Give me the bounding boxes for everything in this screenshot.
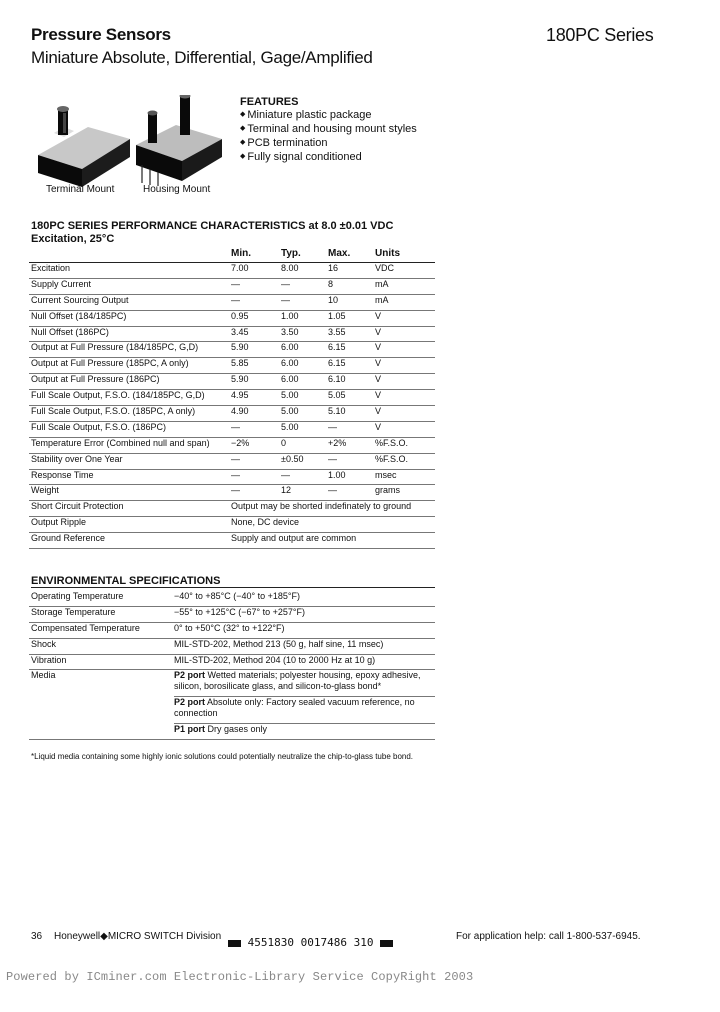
features-title: FEATURES: [240, 96, 299, 108]
table-cell: —: [281, 294, 290, 305]
table-cell: grams: [375, 485, 401, 496]
barcode-block-icon: [228, 940, 241, 947]
table-cell: 3.55: [328, 326, 346, 337]
table-cell: 5.90: [231, 342, 249, 353]
table-cell: 5.05: [328, 390, 346, 401]
barcode-number: [228, 936, 393, 949]
table-cell: —: [281, 469, 290, 480]
table-cell: —: [328, 453, 337, 464]
table-cell: 6.15: [328, 358, 346, 369]
media-text: Wetted materials; polyester housing, epoxy adhesive, silicon, borosilicate glass, and silicon-to-glass bond*: [174, 670, 421, 692]
media-port: P2 port: [174, 697, 206, 708]
page-subtitle: Miniature Absolute, Differential, Gage/Amplified: [31, 48, 373, 67]
table-cell: V: [375, 358, 382, 369]
table-row: [29, 606, 435, 622]
table-row: [29, 263, 435, 279]
table-row: [29, 406, 435, 422]
application-help: For application help: call 1-800-537-6945.: [456, 931, 641, 942]
table-row: [29, 654, 435, 670]
feature-item: ◆ PCB termination: [240, 137, 440, 151]
table-cell: Full Scale Output, F.S.O. (184/185PC, G,D): [31, 390, 205, 401]
table-row: [29, 358, 435, 374]
table-cell: −40° to +85°C (−40° to +185°F): [174, 591, 300, 601]
table-row: [29, 278, 435, 294]
table-cell: Output at Full Pressure (186PC): [31, 374, 160, 385]
table-cell: 6.00: [281, 342, 299, 353]
performance-table: [29, 248, 435, 549]
table-cell: 4.90: [231, 406, 249, 417]
table-cell: Ground Reference: [31, 533, 106, 544]
media-text: Dry gases only: [207, 724, 268, 735]
table-cell: 1.00: [281, 310, 299, 321]
table-cell: 5.00: [281, 421, 299, 432]
table-row: [29, 390, 435, 406]
media-item: [174, 670, 435, 696]
table-cell: 7.00: [231, 263, 249, 273]
table-cell: —: [231, 469, 240, 480]
table-cell: Vibration: [31, 654, 67, 665]
table-cell: Compensated Temperature: [31, 622, 140, 633]
media-port: P1 port: [174, 724, 206, 735]
table-cell: —: [231, 453, 240, 464]
features-section: [240, 96, 440, 165]
feature-item: ◆ Terminal and housing mount styles: [240, 123, 440, 137]
table-cell: 6.00: [281, 374, 299, 385]
table-cell: Short Circuit Protection: [31, 501, 124, 512]
table-cell: V: [375, 310, 382, 321]
table-row: [29, 437, 435, 453]
table-cell: 0.95: [231, 310, 249, 321]
table-cell: None, DC device: [231, 517, 300, 528]
table-cell: 8.00: [281, 263, 299, 273]
table-cell: 5.10: [328, 406, 346, 417]
terminal-mount-caption: Terminal Mount: [46, 184, 115, 195]
housing-mount-caption: Housing Mount: [143, 184, 211, 195]
performance-title: 180PC SERIES PERFORMANCE CHARACTERISTICS at 8.0 ±0.01 VDC Excitation, 25°C: [31, 220, 394, 245]
table-cell: 6.10: [328, 374, 346, 385]
table-cell: −2%: [231, 437, 250, 448]
table-row: [29, 501, 435, 517]
table-cell: Full Scale Output, F.S.O. (186PC): [31, 421, 167, 432]
table-cell: Output at Full Pressure (184/185PC, G,D): [31, 342, 199, 353]
column-header: Min.: [229, 248, 279, 263]
table-cell: mA: [375, 278, 389, 289]
table-cell: %F.S.O.: [375, 453, 409, 464]
table-cell: Temperature Error (Combined null and span): [31, 437, 210, 448]
table-cell: 5.00: [281, 406, 299, 417]
table-cell: 5.00: [281, 390, 299, 401]
environmental-title: ENVIRONMENTAL SPECIFICATIONS: [31, 575, 435, 588]
media-port: P2 port: [174, 670, 206, 681]
table-cell: —: [231, 294, 240, 305]
table-cell: V: [375, 374, 382, 385]
table-cell: Null Offset (186PC): [31, 326, 109, 337]
footnote: *Liquid media containing some highly ionic solutions could potentially neutralize the chip-to-glass tube bond.: [31, 752, 414, 761]
table-cell: Operating Temperature: [31, 591, 124, 601]
terminal-mount-sensor-icon: [38, 106, 130, 187]
table-cell: Media: [31, 670, 56, 681]
table-cell: +2%: [328, 437, 347, 448]
table-cell: 1.00: [328, 469, 346, 480]
table-cell: msec: [375, 469, 397, 480]
table-cell: MIL-STD-202, Method 213 (50 g, half sine, 11 msec): [174, 638, 384, 649]
media-text: Absolute only: Factory sealed vacuum reference, no connection: [174, 697, 415, 719]
media-cell: [172, 670, 435, 740]
table-cell: Excitation: [31, 263, 71, 273]
table-cell: 4.95: [231, 390, 249, 401]
table-cell: VDC: [375, 263, 395, 273]
table-cell: 1.05: [328, 310, 346, 321]
watermark-text: Powered by ICminer.com Electronic-Library Service CopyRight 2003: [6, 970, 474, 984]
table-cell: 8: [328, 278, 334, 289]
media-item: [174, 696, 435, 723]
table-cell: ±0.50: [281, 453, 304, 464]
table-row: [29, 374, 435, 390]
table-cell: V: [375, 406, 382, 417]
product-images: [30, 95, 230, 187]
table-cell: 10: [328, 294, 339, 305]
page-number: 36: [31, 931, 43, 942]
page-title: Pressure Sensors: [31, 25, 171, 44]
table-cell: Output at Full Pressure (185PC, A only): [31, 358, 189, 369]
table-cell: Storage Temperature: [31, 606, 116, 617]
table-row: [29, 294, 435, 310]
table-cell: V: [375, 326, 382, 337]
table-cell: 0° to +50°C (32° to +122°F): [174, 622, 285, 633]
table-row: [29, 421, 435, 437]
table-cell: —: [281, 278, 290, 289]
media-item: [174, 723, 435, 739]
housing-mount-sensor-icon: [136, 95, 222, 186]
feature-item: ◆ Fully signal conditioned: [240, 151, 440, 165]
table-cell: 5.85: [231, 358, 249, 369]
column-header: Max.: [326, 248, 373, 263]
table-cell: 6.00: [281, 358, 299, 369]
table-row: [29, 622, 435, 638]
table-row: [29, 670, 435, 740]
barcode-text: 4551830 0017486 310: [247, 936, 374, 949]
table-row: [29, 342, 435, 358]
table-cell: Supply and output are common: [231, 533, 357, 544]
table-row: [29, 517, 435, 533]
table-cell: Null Offset (184/185PC): [31, 310, 127, 321]
table-cell: V: [375, 342, 382, 353]
series-name: 180PC Series: [546, 25, 654, 45]
table-cell: —: [328, 421, 337, 432]
table-cell: 16: [328, 263, 339, 273]
column-header: Typ.: [279, 248, 326, 263]
table-cell: Weight: [31, 485, 59, 496]
table-row: [29, 533, 435, 549]
table-cell: MIL-STD-202, Method 204 (10 to 2000 Hz at 10 g): [174, 654, 376, 665]
company-name: Honeywell◆MICRO SWITCH Division: [54, 931, 222, 942]
feature-item: ◆ Miniature plastic package: [240, 109, 440, 123]
table-cell: mA: [375, 294, 389, 305]
barcode-block-icon: [380, 940, 393, 947]
environmental-table: [29, 591, 435, 740]
table-row: [29, 310, 435, 326]
table-row: [29, 485, 435, 501]
table-row: [29, 591, 435, 606]
table-cell: 5.90: [231, 374, 249, 385]
table-cell: Output may be shorted indefinately to ground: [231, 501, 412, 512]
table-cell: 3.50: [281, 326, 299, 337]
table-cell: Supply Current: [31, 278, 92, 289]
table-cell: —: [328, 485, 337, 496]
table-cell: —: [231, 278, 240, 289]
table-cell: V: [375, 421, 382, 432]
table-cell: 0: [281, 437, 287, 448]
table-cell: Full Scale Output, F.S.O. (185PC, A only): [31, 406, 196, 417]
table-cell: Response Time: [31, 469, 94, 480]
table-row: [29, 453, 435, 469]
table-cell: Stability over One Year: [31, 453, 123, 464]
table-cell: 3.45: [231, 326, 249, 337]
table-cell: —: [231, 485, 240, 496]
table-row: [29, 638, 435, 654]
table-cell: %F.S.O.: [375, 437, 409, 448]
table-header-row: [29, 248, 435, 263]
table-cell: V: [375, 390, 382, 401]
column-header: Units: [373, 248, 435, 263]
table-cell: —: [231, 421, 240, 432]
table-cell: Shock: [31, 638, 57, 649]
column-header: [29, 248, 229, 263]
table-cell: 12: [281, 485, 292, 496]
table-cell: −55° to +125°C (−67° to +257°F): [174, 606, 305, 617]
table-cell: Output Ripple: [31, 517, 87, 528]
table-cell: 6.15: [328, 342, 346, 353]
table-row: [29, 469, 435, 485]
table-row: [29, 326, 435, 342]
table-cell: Current Sourcing Output: [31, 294, 129, 305]
